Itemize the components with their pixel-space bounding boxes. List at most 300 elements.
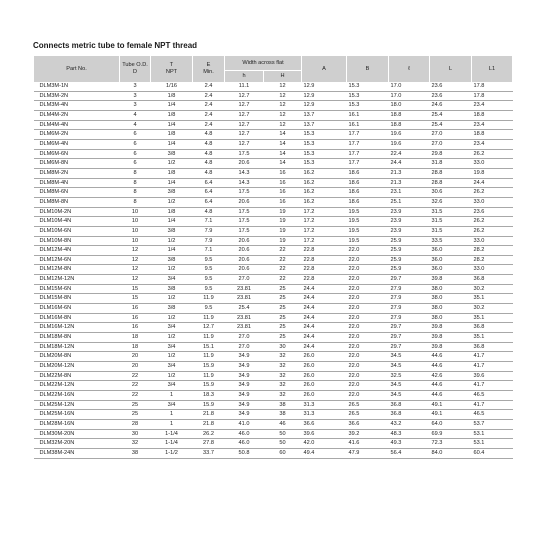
cell-t-npt: 1/4 (151, 217, 193, 227)
cell-part-no: DLM6M-8N (34, 159, 120, 169)
cell-part-no: DLM16M-8N (34, 313, 120, 323)
cell-tube-od: 16 (120, 323, 151, 333)
cell-hh: 32 (264, 362, 302, 372)
cell-hh: 32 (264, 381, 302, 391)
cell-tube-od: 30 (120, 429, 151, 439)
cell-l1: 26.2 (472, 217, 513, 227)
cell-l-large: 30.6 (430, 188, 472, 198)
header-tube-od: Tube O.D. D (120, 56, 151, 82)
cell-b: 18.6 (347, 168, 389, 178)
cell-l-large: 33.5 (430, 236, 472, 246)
cell-e-min: 9.5 (193, 255, 225, 265)
cell-t-npt: 3/4 (151, 381, 193, 391)
cell-b: 22.0 (347, 342, 389, 352)
cell-l-large: 38.0 (430, 294, 472, 304)
cell-a: 22.8 (302, 275, 347, 285)
cell-e-min: 6.4 (193, 178, 225, 188)
cell-a: 31.3 (302, 400, 347, 410)
cell-a: 26.0 (302, 352, 347, 362)
cell-l-large: 49.1 (430, 400, 472, 410)
table-row (34, 410, 513, 420)
cell-a: 13.7 (302, 110, 347, 120)
cell-part-no: DLM20M-12N (34, 362, 120, 372)
cell-a: 24.4 (302, 323, 347, 333)
cell-b: 19.5 (347, 226, 389, 236)
cell-h: 27.0 (225, 333, 264, 343)
cell-a: 24.4 (302, 284, 347, 294)
cell-tube-od: 25 (120, 410, 151, 420)
cell-a: 26.0 (302, 391, 347, 401)
cell-l-large: 24.6 (430, 101, 472, 111)
cell-e-min: 4.8 (193, 159, 225, 169)
cell-hh: 16 (264, 197, 302, 207)
header-width-across-flat: Width across flat (225, 56, 302, 71)
cell-a: 49.4 (302, 448, 347, 458)
cell-h: 20.6 (225, 197, 264, 207)
cell-a: 26.0 (302, 381, 347, 391)
cell-l-large: 38.0 (430, 284, 472, 294)
cell-tube-od: 3 (120, 82, 151, 91)
cell-e-min: 2.4 (193, 120, 225, 130)
cell-part-no: DLM22M-16N (34, 391, 120, 401)
cell-h: 20.6 (225, 265, 264, 275)
cell-tube-od: 4 (120, 120, 151, 130)
cell-h: 23.81 (225, 323, 264, 333)
cell-l-large: 27.0 (430, 139, 472, 149)
cell-l-small: 27.9 (389, 294, 430, 304)
cell-l1: 28.2 (472, 246, 513, 256)
cell-l-small: 27.9 (389, 304, 430, 314)
cell-l1: 17.8 (472, 82, 513, 91)
cell-hh: 19 (264, 207, 302, 217)
cell-part-no: DLM16M-12N (34, 323, 120, 333)
cell-l-small: 25.1 (389, 197, 430, 207)
cell-t-npt: 1/4 (151, 139, 193, 149)
cell-l-small: 19.6 (389, 130, 430, 140)
cell-a: 26.0 (302, 371, 347, 381)
table-row (34, 130, 513, 140)
table-row (34, 429, 513, 439)
cell-a: 12.9 (302, 82, 347, 91)
cell-h: 12.7 (225, 120, 264, 130)
cell-l-small: 34.5 (389, 391, 430, 401)
cell-tube-od: 10 (120, 226, 151, 236)
cell-t-npt: 1/8 (151, 168, 193, 178)
cell-l-large: 38.0 (430, 313, 472, 323)
cell-part-no: DLM16M-6N (34, 304, 120, 314)
cell-a: 24.4 (302, 333, 347, 343)
cell-l-large: 28.8 (430, 178, 472, 188)
cell-e-min: 4.8 (193, 130, 225, 140)
cell-l-small: 17.0 (389, 82, 430, 91)
table-row (34, 448, 513, 458)
cell-l-large: 39.8 (430, 333, 472, 343)
cell-h: 17.5 (225, 226, 264, 236)
table-row (34, 159, 513, 169)
cell-e-min: 2.4 (193, 82, 225, 91)
cell-l-small: 25.9 (389, 255, 430, 265)
cell-l-large: 44.6 (430, 381, 472, 391)
cell-t-npt: 1 (151, 410, 193, 420)
cell-part-no: DLM4M-4N (34, 120, 120, 130)
table-row (34, 352, 513, 362)
table-row (34, 313, 513, 323)
cell-b: 16.1 (347, 120, 389, 130)
cell-b: 22.0 (347, 323, 389, 333)
cell-b: 36.6 (347, 419, 389, 429)
cell-h: 34.9 (225, 391, 264, 401)
cell-a: 15.3 (302, 139, 347, 149)
header-part-no: Part No. (34, 56, 120, 82)
cell-b: 22.0 (347, 371, 389, 381)
cell-l-small: 32.5 (389, 371, 430, 381)
cell-l-large: 44.6 (430, 391, 472, 401)
cell-h: 12.7 (225, 91, 264, 101)
table-row (34, 197, 513, 207)
cell-hh: 12 (264, 91, 302, 101)
header-t: T NPT (151, 56, 193, 82)
cell-t-npt: 1/4 (151, 101, 193, 111)
table-row (34, 439, 513, 449)
cell-l-large: 31.5 (430, 217, 472, 227)
cell-a: 31.3 (302, 410, 347, 420)
cell-l-large: 36.0 (430, 246, 472, 256)
cell-part-no: DLM12M-6N (34, 255, 120, 265)
cell-hh: 32 (264, 391, 302, 401)
cell-part-no: DLM3M-2N (34, 91, 120, 101)
cell-b: 19.5 (347, 217, 389, 227)
cell-hh: 25 (264, 313, 302, 323)
cell-hh: 25 (264, 294, 302, 304)
cell-b: 22.0 (347, 304, 389, 314)
cell-e-min: 15.9 (193, 381, 225, 391)
cell-b: 22.0 (347, 333, 389, 343)
cell-b: 15.3 (347, 101, 389, 111)
cell-t-npt: 3/4 (151, 275, 193, 285)
cell-part-no: DLM6M-6N (34, 149, 120, 159)
cell-l1: 23.4 (472, 101, 513, 111)
cell-t-npt: 1/4 (151, 178, 193, 188)
cell-b: 18.6 (347, 188, 389, 198)
cell-tube-od: 16 (120, 304, 151, 314)
cell-part-no: DLM4M-2N (34, 110, 120, 120)
cell-a: 22.8 (302, 265, 347, 275)
cell-t-npt: 1/2 (151, 371, 193, 381)
cell-a: 24.4 (302, 294, 347, 304)
cell-part-no: DLM10M-4N (34, 217, 120, 227)
cell-l1: 60.4 (472, 448, 513, 458)
cell-h: 25.4 (225, 304, 264, 314)
cell-b: 18.6 (347, 197, 389, 207)
cell-l1: 41.7 (472, 381, 513, 391)
cell-part-no: DLM25M-16N (34, 410, 120, 420)
cell-t-npt: 1/4 (151, 120, 193, 130)
cell-l-small: 23.1 (389, 188, 430, 198)
cell-e-min: 12.7 (193, 323, 225, 333)
cell-h: 46.0 (225, 429, 264, 439)
cell-h: 23.81 (225, 313, 264, 323)
header-l-large: L (430, 56, 472, 82)
cell-b: 22.0 (347, 294, 389, 304)
cell-tube-od: 28 (120, 419, 151, 429)
table-row (34, 246, 513, 256)
cell-h: 14.3 (225, 168, 264, 178)
cell-part-no: DLM20M-8N (34, 352, 120, 362)
cell-l-small: 21.3 (389, 168, 430, 178)
cell-tube-od: 25 (120, 400, 151, 410)
cell-tube-od: 6 (120, 130, 151, 140)
cell-tube-od: 12 (120, 275, 151, 285)
cell-l-large: 29.8 (430, 149, 472, 159)
cell-l1: 41.7 (472, 400, 513, 410)
table-row (34, 110, 513, 120)
cell-part-no: DLM10M-2N (34, 207, 120, 217)
cell-t-npt: 1-1/4 (151, 429, 193, 439)
cell-l-large: 31.8 (430, 159, 472, 169)
cell-e-min: 7.1 (193, 246, 225, 256)
cell-h: 27.0 (225, 342, 264, 352)
cell-part-no: DLM3M-4N (34, 101, 120, 111)
cell-t-npt: 1/4 (151, 246, 193, 256)
cell-h: 34.9 (225, 381, 264, 391)
cell-part-no: DLM30M-20N (34, 429, 120, 439)
cell-b: 19.5 (347, 236, 389, 246)
cell-l1: 53.7 (472, 419, 513, 429)
cell-l-small: 34.5 (389, 362, 430, 372)
cell-l1: 23.6 (472, 207, 513, 217)
cell-l-small: 56.4 (389, 448, 430, 458)
table-row (34, 391, 513, 401)
cell-l1: 53.1 (472, 429, 513, 439)
cell-h: 27.0 (225, 275, 264, 285)
cell-a: 15.3 (302, 159, 347, 169)
cell-e-min: 7.9 (193, 226, 225, 236)
cell-b: 17.7 (347, 139, 389, 149)
cell-l1: 46.5 (472, 391, 513, 401)
cell-tube-od: 6 (120, 139, 151, 149)
cell-t-npt: 3/4 (151, 400, 193, 410)
cell-l-small: 21.3 (389, 178, 430, 188)
cell-h: 12.7 (225, 101, 264, 111)
cell-tube-od: 32 (120, 439, 151, 449)
cell-l-large: 64.0 (430, 419, 472, 429)
cell-t-npt: 1 (151, 391, 193, 401)
cell-t-npt: 1-1/2 (151, 448, 193, 458)
cell-e-min: 7.9 (193, 236, 225, 246)
cell-h: 12.7 (225, 130, 264, 140)
cell-b: 22.0 (347, 391, 389, 401)
cell-part-no: DLM15M-8N (34, 294, 120, 304)
cell-tube-od: 10 (120, 217, 151, 227)
cell-t-npt: 1/2 (151, 197, 193, 207)
header-b: B (347, 56, 389, 82)
cell-l-large: 49.1 (430, 410, 472, 420)
cell-l1: 17.8 (472, 91, 513, 101)
table-row (34, 304, 513, 314)
cell-part-no: DLM18M-12N (34, 342, 120, 352)
table-row (34, 294, 513, 304)
cell-hh: 32 (264, 371, 302, 381)
cell-tube-od: 22 (120, 371, 151, 381)
header-h-large: H (264, 71, 302, 83)
cell-hh: 38 (264, 400, 302, 410)
cell-l1: 53.1 (472, 439, 513, 449)
cell-l1: 36.8 (472, 275, 513, 285)
cell-tube-od: 8 (120, 168, 151, 178)
cell-l-large: 25.4 (430, 120, 472, 130)
cell-l1: 19.8 (472, 168, 513, 178)
cell-l-large: 25.4 (430, 110, 472, 120)
cell-a: 24.4 (302, 304, 347, 314)
cell-tube-od: 3 (120, 91, 151, 101)
cell-e-min: 2.4 (193, 101, 225, 111)
cell-hh: 22 (264, 265, 302, 275)
cell-part-no: DLM3M-1N (34, 82, 120, 91)
cell-a: 17.2 (302, 236, 347, 246)
cell-part-no: DLM12M-12N (34, 275, 120, 285)
cell-e-min: 11.9 (193, 294, 225, 304)
cell-hh: 12 (264, 101, 302, 111)
cell-l1: 36.8 (472, 323, 513, 333)
cell-h: 14.3 (225, 178, 264, 188)
cell-a: 17.2 (302, 226, 347, 236)
cell-b: 22.0 (347, 246, 389, 256)
cell-part-no: DLM10M-8N (34, 236, 120, 246)
cell-e-min: 9.5 (193, 284, 225, 294)
cell-e-min: 9.5 (193, 304, 225, 314)
table-row (34, 120, 513, 130)
cell-l-large: 42.6 (430, 371, 472, 381)
cell-l-small: 29.7 (389, 342, 430, 352)
cell-hh: 19 (264, 226, 302, 236)
table-row (34, 188, 513, 198)
table-row (34, 265, 513, 275)
cell-t-npt: 3/8 (151, 188, 193, 198)
cell-t-npt: 1/8 (151, 207, 193, 217)
cell-hh: 38 (264, 410, 302, 420)
cell-l1: 39.6 (472, 371, 513, 381)
cell-t-npt: 1/16 (151, 82, 193, 91)
cell-a: 17.2 (302, 217, 347, 227)
cell-tube-od: 38 (120, 448, 151, 458)
cell-l-large: 39.8 (430, 275, 472, 285)
cell-l1: 33.0 (472, 236, 513, 246)
cell-b: 16.1 (347, 110, 389, 120)
cell-part-no: DLM10M-6N (34, 226, 120, 236)
cell-l-small: 34.5 (389, 352, 430, 362)
cell-h: 34.9 (225, 352, 264, 362)
cell-l-small: 19.6 (389, 139, 430, 149)
cell-h: 46.0 (225, 439, 264, 449)
cell-b: 22.0 (347, 381, 389, 391)
cell-l1: 30.2 (472, 304, 513, 314)
cell-e-min: 11.9 (193, 313, 225, 323)
cell-e-min: 11.9 (193, 371, 225, 381)
cell-tube-od: 4 (120, 110, 151, 120)
table-row (34, 82, 513, 91)
cell-t-npt: 1/2 (151, 313, 193, 323)
cell-l1: 26.2 (472, 149, 513, 159)
cell-hh: 22 (264, 255, 302, 265)
cell-h: 17.5 (225, 188, 264, 198)
cell-t-npt: 3/8 (151, 284, 193, 294)
cell-tube-od: 8 (120, 188, 151, 198)
cell-b: 17.7 (347, 130, 389, 140)
cell-l-small: 34.5 (389, 381, 430, 391)
table-row (34, 91, 513, 101)
cell-e-min: 15.9 (193, 400, 225, 410)
cell-l-small: 36.8 (389, 400, 430, 410)
cell-part-no: DLM12M-8N (34, 265, 120, 275)
cell-part-no: DLM18M-8N (34, 333, 120, 343)
cell-tube-od: 12 (120, 255, 151, 265)
cell-tube-od: 18 (120, 342, 151, 352)
header-l1: L1 (472, 56, 513, 82)
cell-h: 12.7 (225, 139, 264, 149)
cell-l1: 28.2 (472, 255, 513, 265)
cell-b: 17.7 (347, 159, 389, 169)
cell-e-min: 15.9 (193, 362, 225, 372)
cell-hh: 16 (264, 188, 302, 198)
cell-l1: 18.8 (472, 130, 513, 140)
cell-l-large: 31.5 (430, 207, 472, 217)
cell-hh: 16 (264, 178, 302, 188)
cell-e-min: 2.4 (193, 91, 225, 101)
cell-l-large: 44.6 (430, 352, 472, 362)
cell-t-npt: 1/2 (151, 294, 193, 304)
cell-e-min: 6.4 (193, 197, 225, 207)
cell-l1: 35.1 (472, 313, 513, 323)
cell-l-small: 25.9 (389, 236, 430, 246)
cell-b: 19.5 (347, 207, 389, 217)
cell-a: 42.0 (302, 439, 347, 449)
cell-hh: 14 (264, 139, 302, 149)
cell-l-small: 29.7 (389, 323, 430, 333)
cell-t-npt: 1-1/4 (151, 439, 193, 449)
cell-tube-od: 15 (120, 294, 151, 304)
cell-t-npt: 1/2 (151, 352, 193, 362)
cell-hh: 32 (264, 352, 302, 362)
cell-tube-od: 22 (120, 381, 151, 391)
header-a: A (302, 56, 347, 82)
cell-l-large: 28.8 (430, 168, 472, 178)
cell-tube-od: 12 (120, 265, 151, 275)
cell-part-no: DLM6M-2N (34, 130, 120, 140)
cell-hh: 30 (264, 342, 302, 352)
cell-a: 15.3 (302, 149, 347, 159)
cell-h: 17.5 (225, 207, 264, 217)
cell-e-min: 18.3 (193, 391, 225, 401)
cell-part-no: DLM15M-6N (34, 284, 120, 294)
cell-t-npt: 1/2 (151, 265, 193, 275)
cell-hh: 50 (264, 429, 302, 439)
cell-h: 20.6 (225, 246, 264, 256)
cell-l-small: 18.8 (389, 110, 430, 120)
cell-hh: 12 (264, 110, 302, 120)
cell-l-small: 18.8 (389, 120, 430, 130)
cell-tube-od: 20 (120, 352, 151, 362)
cell-a: 16.2 (302, 188, 347, 198)
cell-tube-od: 20 (120, 362, 151, 372)
cell-h: 34.9 (225, 371, 264, 381)
cell-e-min: 9.5 (193, 265, 225, 275)
table-row (34, 381, 513, 391)
cell-b: 39.2 (347, 429, 389, 439)
cell-a: 39.6 (302, 429, 347, 439)
cell-b: 26.5 (347, 400, 389, 410)
cell-tube-od: 8 (120, 178, 151, 188)
cell-a: 24.4 (302, 313, 347, 323)
